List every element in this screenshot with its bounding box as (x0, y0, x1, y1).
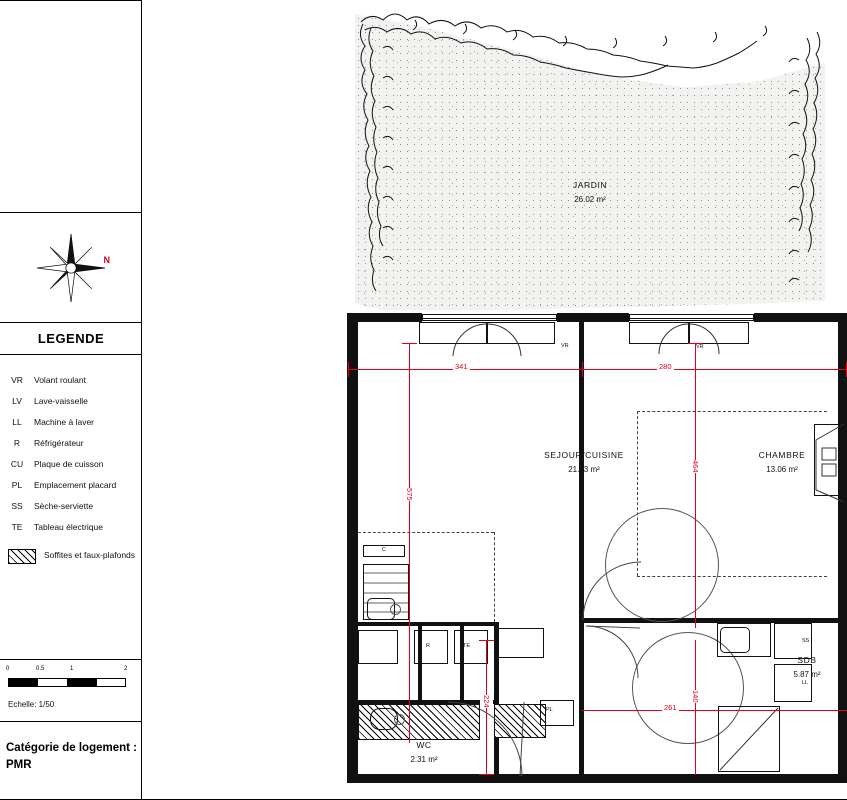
dim-tick (479, 774, 494, 775)
dim-label-224: 224 (482, 695, 491, 708)
kitchen-zone-edge (494, 532, 495, 622)
tag-c: C (382, 547, 386, 553)
compass-rose-icon (34, 231, 108, 305)
legend-item-text: Emplacement placard (34, 479, 117, 490)
kitchen-zone-top (358, 532, 494, 533)
window-glass-sejour (422, 314, 557, 321)
category-label: Catégorie de logement : PMR (6, 742, 137, 771)
room-area: 21.83 m² (568, 465, 600, 474)
legend-item (0, 495, 142, 516)
category-box (0, 722, 142, 800)
tag-ss: SS (802, 638, 810, 644)
legend-item (0, 369, 142, 390)
legend-item-code: LV (12, 395, 22, 406)
legend-item (0, 474, 142, 495)
wc-flush-icon (394, 714, 405, 725)
tag-r: R (426, 643, 430, 649)
legend-panel (0, 0, 142, 800)
legend-item (0, 516, 142, 537)
chambre-dash-top (637, 411, 827, 412)
legend-item (0, 390, 142, 411)
tag-ll: LL (802, 680, 809, 686)
tag-pl: PL (546, 707, 553, 713)
appliance-box-1 (358, 630, 398, 664)
wall-bottom (347, 774, 847, 783)
dim-label-280: 280 (659, 362, 672, 371)
scale-bar (8, 678, 126, 687)
window-glass-chambre (629, 314, 754, 321)
room-name: WC (416, 740, 432, 750)
legend-item-text: Volant roulant (34, 374, 86, 385)
legend-item-code: LL (12, 416, 22, 427)
dim-label-261: 261 (664, 703, 677, 712)
garden-fill (355, 8, 825, 313)
room-area: 13.06 m² (766, 465, 798, 474)
legend-item-text: Lave-vaisselle (34, 395, 88, 406)
door-swing-chambre (629, 322, 754, 356)
room-area: 5.87 m² (793, 670, 821, 679)
dim-label-341: 341 (455, 362, 468, 371)
electrical-panel-box (454, 630, 488, 664)
legend-item (0, 411, 142, 432)
legend-blank-box (0, 0, 142, 213)
door-swing-wc (442, 700, 532, 784)
legend-item-text: Sèche-serviette (34, 500, 94, 511)
room-area: 26.02 m² (574, 195, 606, 204)
dim-line-280 (583, 369, 847, 370)
dim-line-464 (695, 343, 696, 628)
legend-title (0, 323, 142, 355)
counter-right (494, 628, 544, 658)
dim-tick (348, 362, 349, 377)
legend-items (0, 355, 142, 660)
dim-line-140 (695, 640, 696, 775)
wall-right (838, 313, 847, 783)
room-label-jardin (510, 180, 670, 204)
legend-item (0, 453, 142, 474)
dim-tick (688, 343, 703, 344)
sink-drain-icon (390, 604, 401, 615)
scale-tick: 0.5 (36, 666, 45, 672)
tag-vr-chambre: VR (696, 344, 704, 350)
door-swing-sejour (419, 322, 559, 358)
sdb-basin-bowl (720, 627, 750, 653)
legend-title-text: LEGENDE (37, 331, 105, 346)
room-name: CHAMBRE (758, 450, 806, 460)
plan-area (142, 0, 847, 800)
tag-te: TE (463, 643, 471, 649)
scale-tick: 2 (124, 666, 128, 672)
dim-line-575 (409, 343, 410, 743)
closet-pl (540, 700, 574, 726)
legend-item-code: SS (11, 500, 23, 511)
door-swing-chambre-inner (579, 560, 649, 624)
room-label-sejour (494, 450, 674, 474)
legend-hatch-text: Soffites et faux-plafonds (44, 550, 136, 561)
room-name: SDB (797, 655, 817, 665)
legend-item-text: Machine à laver (34, 416, 95, 427)
scale-label: Echelle: 1/50 (8, 700, 55, 709)
scale-tick: 0 (6, 666, 10, 672)
legend-item-code: R (13, 437, 21, 448)
partition-corridor-top (358, 622, 498, 626)
garden-region (355, 8, 825, 313)
dim-label-575: 575 (405, 488, 414, 501)
fridge-box (414, 630, 448, 664)
door-swing-sdb (584, 624, 644, 680)
scale-box (0, 660, 142, 722)
legend-item-code: CU (10, 458, 24, 469)
wall-left (347, 313, 358, 783)
room-area: 2.31 m² (410, 755, 438, 764)
legend-item-text: Tableau électrique (34, 521, 103, 532)
wardrobe-detail-icon (802, 418, 846, 504)
tag-vr-sejour: VR (561, 343, 569, 349)
legend-item (0, 432, 142, 453)
legend-item-code: PL (11, 479, 23, 490)
compass-box (0, 213, 142, 323)
dim-label-140: 140 (691, 690, 700, 703)
scale-tick: 1 (70, 666, 74, 672)
dim-label-464: 464 (691, 460, 700, 473)
legend-item-text: Réfrigérateur (34, 437, 84, 448)
legend-item-hatch (0, 541, 142, 571)
legend-item-code: TE (11, 521, 23, 532)
dim-tick (402, 343, 417, 344)
room-name: SEJOUR/CUISINE (544, 450, 624, 460)
compass-north-label: N (103, 254, 110, 265)
legend-item-text: Plaque de cuisson (34, 458, 104, 469)
hatch-swatch-icon (8, 549, 36, 564)
legend-item-code: VR (11, 374, 23, 385)
shower-diagonal-icon (718, 706, 780, 772)
room-name: JARDIN (572, 180, 608, 190)
dim-line-261 (582, 710, 847, 711)
dim-tick (479, 640, 494, 641)
